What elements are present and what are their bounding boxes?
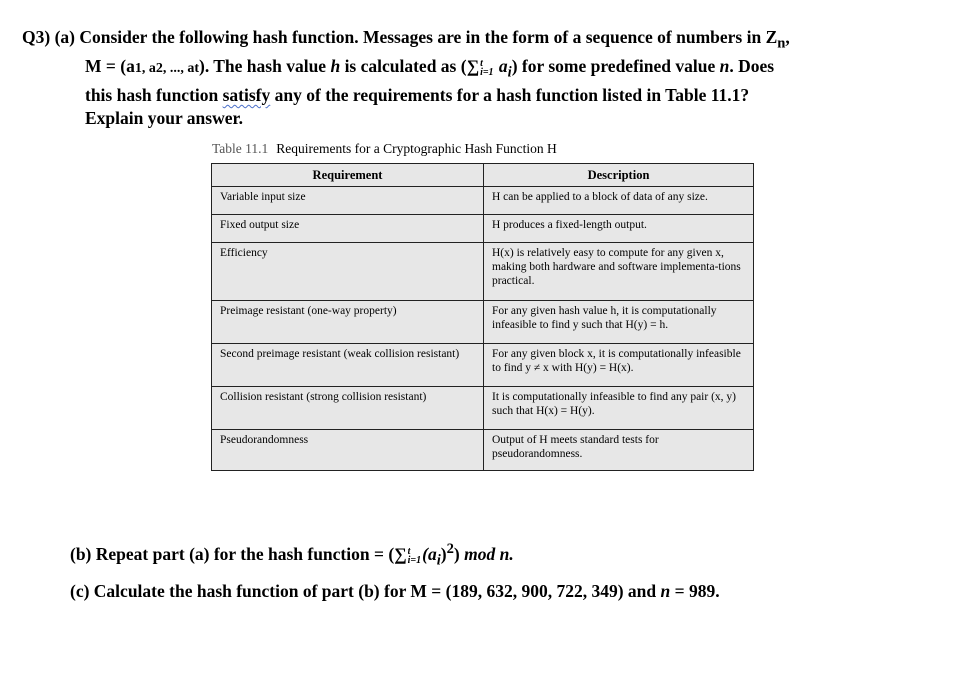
table-number: Table 11.1 <box>212 141 269 156</box>
description-cell: H produces a fixed-length output. <box>484 215 754 243</box>
description-cell: It is computationally infeasible to find any pair (x, y) such that H(x) = H(y). <box>484 387 754 430</box>
requirements-table <box>211 163 754 471</box>
requirement-cell: Collision resistant (strong collision resistant) <box>212 387 484 430</box>
requirement-cell: Pseudorandomness <box>212 430 484 471</box>
requirement-cell: Second preimage resistant (weak collision resistant) <box>212 344 484 387</box>
requirement-cell: Efficiency <box>212 243 484 301</box>
question-line-1: Q3) (a) Consider the following hash function. Messages are in the form of a sequence of numbers in $Z_n$, <box>22 27 790 52</box>
requirement-cell: Variable input size <box>212 187 484 215</box>
description-cell: Output of H meets standard tests for pseudorandomness. <box>484 430 754 471</box>
table-row <box>212 344 754 387</box>
description-cell: H can be applied to a block of data of any size. <box>484 187 754 215</box>
table-row <box>212 387 754 430</box>
table-row <box>212 430 754 471</box>
question-line-2: M = (a1, a2, ..., at). The hash value h is calculated as (∑ t i=1 $a_i$) for some predefined value n. Does <box>85 56 775 81</box>
summation: ∑ t i=1 $a_i$ <box>466 56 512 81</box>
question-line-3: this hash function satisfy any of the requirements for a hash function listed in Table 11.1? <box>85 85 750 105</box>
header-description: Description <box>484 164 754 187</box>
table-row <box>212 187 754 215</box>
table-row <box>212 301 754 344</box>
description-cell: For any given block x, it is computationally infeasible to find y ≠ x with H(y) = H(x). <box>484 344 754 387</box>
question-line-4: Explain your answer. <box>85 107 244 128</box>
table-row <box>212 215 754 243</box>
question-c: (c) Calculate the hash function of part (b) for M = (189, 632, 900, 722, 349) and n = 989. <box>70 581 720 601</box>
summation: ∑ t i=1 <box>394 543 422 566</box>
question-a <box>22 26 902 129</box>
table-row <box>212 243 754 301</box>
subscript-n: n <box>777 35 786 52</box>
header-requirement: Requirement <box>212 164 484 187</box>
question-b: (b) Repeat part (a) for the hash function = (∑ t i=1 $(a_i)^2$) mod n. <box>70 541 514 569</box>
table-header-row <box>212 164 754 187</box>
description-cell: H(x) is relatively easy to compute for any given x, making both hardware and software implementa-tions practical. <box>484 243 754 301</box>
sequence-indices: 1, a2, ..., at <box>134 61 199 76</box>
requirement-cell: Preimage resistant (one-way property) <box>212 301 484 344</box>
description-cell: For any given hash value h, it is computationally infeasible to find y such that H(y) = h. <box>484 301 754 344</box>
spellcheck-word[interactable]: satisfy <box>222 85 271 105</box>
table-caption <box>212 141 557 157</box>
requirement-cell: Fixed output size <box>212 215 484 243</box>
table-title: Requirements for a Cryptographic Hash Function H <box>276 141 557 156</box>
